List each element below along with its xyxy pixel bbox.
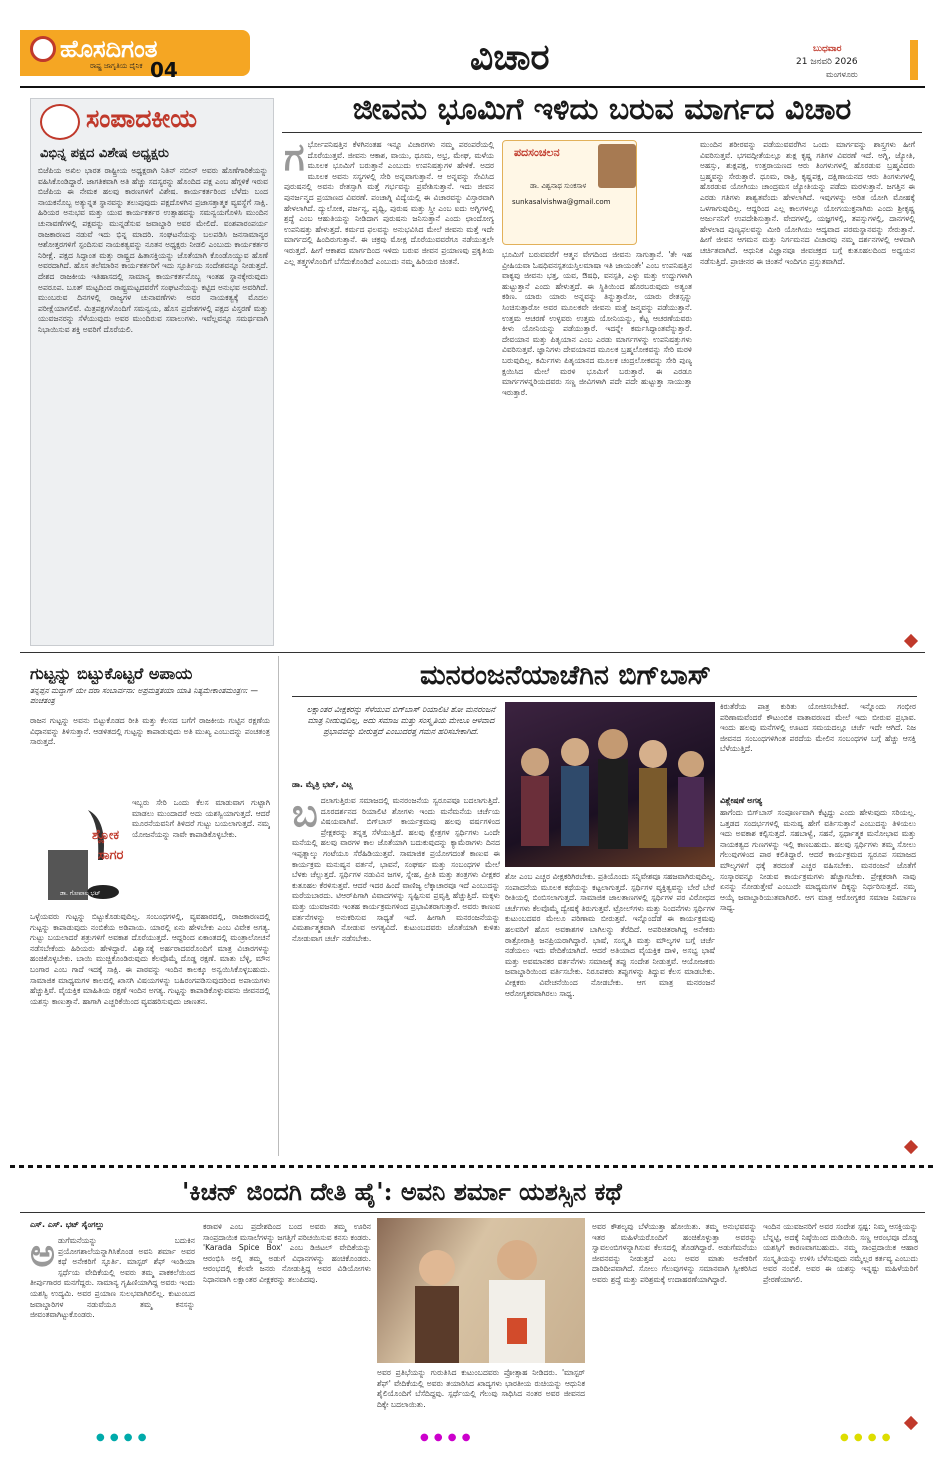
bigboss-body-2: ಶೋ ಎಂಬ ಎಚ್ಚರ ವೀಕ್ಷಕರಿಗಿರಬೇಕು. ಪ್ರತಿಯೊಂದು ಸನ್ನಿವೇಶವೂ ಸಹಜವಾಗಿರುವುದಿಲ್ಲ. ಸಂಪಾದನೆಯ ಮೂಲಕ ಕಥೆಯನ್ನು ಕಟ್ಟಲಾಗುತ್ತದೆ. ಸ್ಪರ್ಧಿಗಳ ವ್ಯಕ್ತಿತ್ವವನ್ನು ಬೇರೆ ಬೇರೆ ರೀತಿಯಲ್ಲಿ ಬಿಂಬಿಸಲಾಗುತ್ತದೆ. ಸಾಮಾಜಿಕ ಜಾಲತಾಣಗಳಲ್ಲಿ ಸ್ಪರ್ಧಿಗಳ ಪರ ವಿರೋಧದ ಚರ್ಚೆಗಳು ಕೆಲವೊಮ್ಮೆ ದ್ವೇಷಕ್ಕೆ ತಿರುಗುತ್ತವೆ. ಟ್ರೋಲ್‌ಗಳು ಮತ್ತು ನಿಂದನೆಗಳು ಸ್ಪರ್ಧಿಗಳ ಕುಟುಂಬದವರ ಮೇಲೂ ಪರಿಣಾಮ ಬೀರುತ್ತವೆ. ಇನ್ನೊಂದೆಡೆ ಈ ಕಾರ್ಯಕ್ರಮವು ಹಲವರಿಗೆ ಹೊಸ ಅವಕಾಶಗಳ ಬಾಗಿಲನ್ನು ತೆರೆದಿದೆ. ಅಪರಿಚಿತರಾಗಿದ್ದ ಅನೇಕರು ರಾತ್ರೋರಾತ್ರಿ ಜನಪ್ರಿಯರಾಗಿದ್ದಾರೆ. ಭಾಷೆ, ಸಂಸ್ಕೃತಿ ಮತ್ತು ಮೌಲ್ಯಗಳ ಬಗ್ಗೆ ಚರ್ಚೆ ನಡೆಯಲು ಇದು ವೇದಿಕೆಯಾಗಿದೆ. ಆದರೆ ಅತಿಯಾದ ವೈಯಕ್ತಿಕ ದಾಳಿ, ಅಸಭ್ಯ ಭಾಷೆ ಮತ್ತು ಅವಮಾನಕರ ವರ್ತನೆಗಳು ಸಮಾಜಕ್ಕೆ ತಪ್ಪು ಸಂದೇಶ ನೀಡುತ್ತವೆ. ಆಯೋಜಕರು ಜವಾಬ್ದಾರಿಯಿಂದ ವರ್ತಿಸಬೇಕು. ನಿರೂಪಕರು ತಪ್ಪುಗಳನ್ನು ತಿದ್ದುವ ಕೆಲಸ ಮಾಡಬೇಕು. ವೀಕ್ಷಕರು ವಿವೇಚನೆಯಿಂದ ನೋಡಬೇಕು. ಆಗ ಮಾತ್ರ ಮನರಂಜನೆ ಆರೋಗ್ಯಕರವಾಗಿರಲು ಸಾಧ್ಯ. (505, 872, 715, 998)
paper-emblem-icon (30, 36, 56, 62)
column-name-1: ಶ್ಲೋಕ (92, 828, 120, 843)
main-dropcap: ಗ (284, 140, 305, 179)
masthead-rule (20, 86, 925, 88)
columnist-name: ಡಾ. ಗೋಪಾಲ ಭಟ್ (60, 890, 101, 897)
section-rule (20, 652, 925, 653)
kitchen-body-col1 (30, 1236, 195, 1426)
kitchen-body-5: ಇಂದಿನ ಯುವಜನರಿಗೆ ಅವರ ಸಂದೇಶ ಸ್ಪಷ್ಟ: ನಿಮ್ಮ ಆಸಕ್ತಿಯನ್ನು ಬೆನ್ನಟ್ಟಿ, ಅದಕ್ಕೆ ನಿಷ್ಠೆಯಿಂದ ದುಡಿಯಿರಿ. ಸಣ್ಣ ಆರಂಭವೂ ದೊಡ್ಡ ಯಶಸ್ಸಿಗೆ ಕಾರಣವಾಗಬಹುದು. ನಮ್ಮ ಸಾಂಪ್ರದಾಯಿಕ ಆಹಾರ ಸಂಸ್ಕೃತಿಯನ್ನು ಉಳಿಸಿ ಬೆಳೆಸುವುದು ನಮ್ಮೆಲ್ಲರ ಕರ್ತವ್ಯ ಎಂಬುದು ಅವರ ನಂಬಿಕೆ. ಅವರ ಈ ಯಶಸ್ಸು ಇನ್ನಷ್ಟು ಮಹಿಳೆಯರಿಗೆ ಪ್ರೇರಣೆಯಾಗಲಿ. (763, 1222, 918, 1284)
kitchen-author: ಎಸ್. ಎಸ್. ಭಟ್ ಸೈಂಗಲ್ಲು (30, 1220, 105, 1229)
section-title: ವಿಚಾರ (470, 36, 550, 78)
kitchen-body-2: ಕರಾವಳಿ ಎಂಬ ಪ್ರದೇಶದಿಂದ ಬಂದ ಅವರು ತಮ್ಮ ಊರಿನ ಸಾಂಪ್ರದಾಯಿಕ ಮಸಾಲೆಗಳನ್ನು ಜಗತ್ತಿಗೆ ಪರಿಚಯಿಸುವ ಕನಸು ಕಂಡರು. 'Karada Spice Box' ಎಂಬ ಡಿಜಿಟಲ್ ವೇದಿಕೆಯನ್ನು ಆರಂಭಿಸಿ ಅಲ್ಲಿ ತಮ್ಮ ಅಡುಗೆ ವಿಧಾನಗಳನ್ನು ಹಂಚಿಕೊಂಡರು. ಆರಂಭದಲ್ಲಿ ಕೆಲವೇ ಜನರು ನೋಡುತ್ತಿದ್ದ ಅವರ ವಿಡಿಯೋಗಳು ನಿಧಾನವಾಗಿ ಲಕ್ಷಾಂತರ ವೀಕ್ಷಕರನ್ನು ತಲುಪಿದವು. (203, 1222, 371, 1284)
kitchen-body-4: ಅವರ ಕೌಶಲ್ಯವು ಬೆಳೆಯುತ್ತಾ ಹೋಯಿತು. ತಮ್ಮ ಅನುಭವವನ್ನು ಇತರ ಮಹಿಳೆಯರೊಂದಿಗೆ ಹಂಚಿಕೊಳ್ಳುತ್ತಾ ಅವರನ್ನು ಸ್ವಾವಲಂಬಿಗಳನ್ನಾಗಿಸುವ ಕೆಲಸದಲ್ಲಿ ತೊಡಗಿದ್ದಾರೆ. ಅಡುಗೆಮನೆಯು ಜೀವನವನ್ನು ನೀಡುತ್ತದೆ ಎಂಬ ಅವರ ಮಾತು ಅನೇಕರಿಗೆ ದಾರಿದೀಪವಾಗಿದೆ. ಸೋಲು ಗೆಲುವುಗಳನ್ನು ಸಮಾನವಾಗಿ ಸ್ವೀಕರಿಸಿದ ಅವರು ಶ್ರದ್ಧೆ ಮತ್ತು ಪರಿಶ್ರಮಕ್ಕೆ ಉದಾಹರಣೆಯಾಗಿದ್ದಾರೆ. (592, 1222, 757, 1284)
kitchen-headline: 'ಕಿಚನ್ ಜಿಂದಗಿ ದೇತಿ ಹೈ': ಅವನಿ ಶರ್ಮಾ ಯಶಸ್ಸಿನ ಕಥೆ (182, 1177, 622, 1206)
bigboss-headline: ಮನರಂಜನೆಯಾಚೆಗಿನ ಬಿಗ್‌ಬಾಸ್ (420, 660, 711, 691)
paper-tagline: ರಾಷ್ಟ್ರ ಜಾಗೃತಿಯ ದೈನಿಕ (90, 62, 143, 70)
side-story-body-3: ಒಳ್ಳೆಯವರು ಗುಟ್ಟನ್ನು ಬಿಟ್ಟುಕೊಡುವುದಿಲ್ಲ. ಸಂಬಂಧಗಳಲ್ಲಿ, ವ್ಯವಹಾರದಲ್ಲಿ, ರಾಜಕಾರಣದಲ್ಲಿ ಗುಟ್ಟನ್ನು ಕಾಪಾಡುವುದು ನಂಬಿಕೆಯ ಅಡಿಪಾಯ. ಯಾರಲ್ಲಿ ಏನು ಹೇಳಬೇಕು ಎಂಬ ವಿವೇಕ ಅಗತ್ಯ. ಗುಟ್ಟು ಬಯಲಾದರೆ ಶತ್ರುಗಳಿಗೆ ಅವಕಾಶ ದೊರೆಯುತ್ತದೆ. ಆದ್ದರಿಂದ ಏಕಾಂತದಲ್ಲಿ ಮಂತ್ರಾಲೋಚನೆ ನಡೆಸಬೇಕೆಂದು ಹಿರಿಯರು ಹೇಳಿದ್ದಾರೆ. ವಿಶ್ವಾಸಕ್ಕೆ ಅರ್ಹರಾದವರೊಂದಿಗೆ ಮಾತ್ರ ವಿಚಾರಗಳನ್ನು ಹಂಚಿಕೊಳ್ಳಬೇಕು. ಬಾಯಿ ಮುಚ್ಚಿಕೊಂಡಿರುವುದು ಕೆಲವೊಮ್ಮೆ ದೊಡ್ಡ ರಕ್ಷಣೆ. ಮಾತು ಬೆಳ್ಳಿ, ಮೌನ ಬಂಗಾರ ಎಂಬ ಗಾದೆ ಇದಕ್ಕೆ ಸಾಕ್ಷಿ. ಈ ಪಾಠವನ್ನು ಇಂದಿನ ಕಾಲಕ್ಕೂ ಅನ್ವಯಿಸಿಕೊಳ್ಳಬಹುದು. ಸಾಮಾಜಿಕ ಮಾಧ್ಯಮಗಳ ಕಾಲದಲ್ಲಿ ಖಾಸಗಿ ವಿಷಯಗಳನ್ನು ಬಹಿರಂಗಪಡಿಸುವುದರಿಂದ ಅಪಾಯಗಳು ಹೆಚ್ಚುತ್ತಿವೆ. ವೈಯಕ್ತಿಕ ಮಾಹಿತಿಯ ರಕ್ಷಣೆ ಇಂದಿನ ಅಗತ್ಯ. ಗುಟ್ಟನ್ನು ಕಾಪಾಡಿಕೊಳ್ಳುವವನು ಜೀವನದಲ್ಲಿ ಯಶಸ್ಸು ಕಾಣುತ್ತಾನೆ. ಹಾಗಾಗಿ ಎಚ್ಚರಿಕೆಯಿಂದ ವ್ಯವಹರಿಸುವುದು ಜಾಣತನ. (30, 912, 270, 1006)
side-story-headline: ಗುಟ್ಟನ್ನು ಬಿಟ್ಟುಕೊಟ್ಟರೆ ಅಪಾಯ (30, 664, 193, 683)
main-body-col1 (284, 140, 494, 640)
bigboss-dek: ಲಕ್ಷಾಂತರ ವೀಕ್ಷಕರನ್ನು ಸೆಳೆಯುವ ಬಿಗ್‌ಬಾಸ್ ರಿಯಾಲಿಟಿ ಶೋ ಮನರಂಜನೆ ಮಾತ್ರ ನೀಡುವುದಿಲ್ಲ, ಅದು ಸಮಾಜ ಮತ್ತು ಸಂಸ್ಕೃತಿಯ ಮೇಲೂ ಆಳವಾದ ಪ್ರಭಾವವನ್ನು ಬೀರುತ್ತದೆ ಎಂಬುದರತ್ತ ಗಮನ ಹರಿಸಬೇಕಾಗಿದೆ. (306, 705, 496, 736)
bigboss-contestants-photo (505, 702, 715, 867)
issue-date: 21 ಜನವರಿ 2026 (796, 57, 858, 67)
kitchen-dropcap: ಅ (30, 1236, 56, 1275)
editorial-title: ವಿಭಿನ್ನ ಪಕ್ಷದ ವಿಶೇಷ ಅಧ್ಯಕ್ಷರು (40, 146, 169, 161)
kitchen-body-3: ಅವರ ಪ್ರತಿಭೆಯನ್ನು ಗುರುತಿಸಿದ ಕುಟುಂಬದವರು ಪ್ರೋತ್ಸಾಹ ನೀಡಿದರು. 'ಮಾಸ್ಟರ್ ಶೆಫ್' ವೇದಿಕೆಯಲ್ಲಿ ಅವರು ತಯಾರಿಸಿದ ಖಾದ್ಯಗಳು ಭಾರತೀಯ ರುಚಿಯನ್ನು ಆಧುನಿಕ ಶೈಲಿಯೊಂದಿಗೆ ಬೆಸೆದಿದ್ದವು. ಸ್ಪರ್ಧೆಯಲ್ಲಿ ಗೆಲುವು ಸಾಧಿಸಿದ ನಂತರ ಅವರ ಜೀವನದ ದಿಕ್ಕೇ ಬದಲಾಯಿತು. (377, 1368, 585, 1409)
bigboss-rule (292, 696, 917, 697)
author-name: ಡಾ. ವಿಶ್ವನಾಥ ಸುಂಕಸಾಳ (530, 182, 587, 190)
print-dots-right: ● ● ● ● (840, 1432, 892, 1443)
kitchen-body-1: ಡುಗೆಮನೆಯನ್ನು ಬದುಕಿನ ಪ್ರಯೋಗಶಾಲೆಯನ್ನಾಗಿಸಿಕೊಂಡ ಅವನಿ ಶರ್ಮಾ ಅವರ ಕಥೆ ಅನೇಕರಿಗೆ ಸ್ಫೂರ್ತಿ. ಮಾಸ್ಟರ್ ಶೆಫ್ ಇಂಡಿಯಾ ಸ್ಪರ್ಧೆಯ ವೇದಿಕೆಯಲ್ಲಿ ಅವರು ತಮ್ಮ ಪಾಕಕಲೆಯಿಂದ ತೀರ್ಪುಗಾರರ ಮನಗೆದ್ದರು. ಸಾಮಾನ್ಯ ಗೃಹಿಣಿಯಾಗಿದ್ದ ಅವರು ಇಂದು ಯಶಸ್ವಿ ಉದ್ಯಮಿ. ಅವರ ಪ್ರಯಾಣ ಸುಲಭವಾಗಿರಲಿಲ್ಲ. ಕುಟುಂಬದ ಜವಾಬ್ದಾರಿಗಳ ನಡುವೆಯೂ ತಮ್ಮ ಕನಸನ್ನು ಜೀವಂತವಾಗಿಟ್ಟುಕೊಂಡರು. (30, 1236, 195, 1320)
side-story-subtitle: ತನ್ನಪ್ಪನ ಮದ್ದಾಗ್ ಯೇ ದರಾ ಸಂಬಾರ್ವನಾ: ಅಪ್ರಮತ್ತತಯಾ ಯಾತಿ ನಿತ್ಯಮೇಕಾಂತಮಂತ್ರಣ: — ಪಂಚತಂತ್ರ (30, 686, 258, 705)
column-name-2: ಸಾಗರ (98, 848, 124, 863)
main-headline: ಜೀವನು ಭೂಮಿಗೆ ಇಳಿದು ಬರುವ ಮಾರ್ಗದ ವಿಚಾರ (352, 92, 852, 127)
print-dots-center: ● ● ● ● (420, 1432, 472, 1443)
bigboss-body-4: ಹಾಗೆಂದು ಬಿಗ್‌ಬಾಸ್ ಸಂಪೂರ್ಣವಾಗಿ ಕೆಟ್ಟದ್ದು ಎಂದು ಹೇಳುವುದು ಸರಿಯಲ್ಲ. ಒತ್ತಡದ ಸಂದರ್ಭಗಳಲ್ಲಿ ಮನುಷ್ಯ ಹೇಗೆ ವರ್ತಿಸುತ್ತಾನೆ ಎಂಬುದನ್ನು ತಿಳಿಯಲು ಇದು ಅವಕಾಶ ಕಲ್ಪಿಸುತ್ತದೆ. ಸಹಬಾಳ್ವೆ, ಸಹನೆ, ಸ್ಪರ್ಧಾತ್ಮಕ ಮನೋಭಾವ ಮತ್ತು ನಾಯಕತ್ವದ ಗುಣಗಳನ್ನು ಇಲ್ಲಿ ಕಾಣಬಹುದು. ಹಲವು ಸ್ಪರ್ಧಿಗಳು ತಮ್ಮ ಸೋಲು ಗೆಲುವುಗಳಿಂದ ಪಾಠ ಕಲಿತಿದ್ದಾರೆ. ಆದರೆ ಕಾರ್ಯಕ್ರಮದ ಸ್ವರೂಪ ಸಮಾಜದ ಮೌಲ್ಯಗಳಿಗೆ ಧಕ್ಕೆ ತರದಂತೆ ಎಚ್ಚರ ವಹಿಸಬೇಕು. ಮನರಂಜನೆ ಜೊತೆಗೆ ಸಂಸ್ಕಾರವನ್ನೂ ನೀಡುವ ಕಾರ್ಯಕ್ರಮಗಳು ಹೆಚ್ಚಾಗಬೇಕು. ಪ್ರೇಕ್ಷಕರಾಗಿ ನಾವು ಏನನ್ನು ನೋಡುತ್ತೇವೆ ಎಂಬುದೇ ಮಾಧ್ಯಮಗಳ ದಿಕ್ಕನ್ನು ನಿರ್ಧರಿಸುತ್ತದೆ. ನಮ್ಮ ಆಯ್ಕೆ ಜವಾಬ್ದಾರಿಯುತವಾಗಿರಲಿ. ಆಗ ಮಾತ್ರ ಆರೋಗ್ಯಕರ ಸಮಾಜ ನಿರ್ಮಾಣ ಸಾಧ್ಯ. (720, 808, 916, 913)
chef-figures (377, 1218, 585, 1363)
author-photo (598, 144, 636, 188)
column-rule (278, 656, 279, 1156)
masthead-accent-bar (910, 40, 918, 80)
issue-day: ಬುಧವಾರ (813, 44, 842, 54)
bigboss-body-1: ದಲಾಗುತ್ತಿರುವ ಸಮಾಜದಲ್ಲಿ ಮನರಂಜನೆಯ ಸ್ವರೂಪವೂ ಬದಲಾಗುತ್ತಿದೆ. ದೂರದರ್ಶನದ ರಿಯಾಲಿಟಿ ಶೋಗಳು ಇಂದು ಮನೆಮನೆಯ ಚರ್ಚೆಯ ವಿಷಯವಾಗಿವೆ. ಬಿಗ್‌ಬಾಸ್ ಕಾರ್ಯಕ್ರಮವು ಹಲವು ವರ್ಷಗಳಿಂದ ಪ್ರೇಕ್ಷಕರನ್ನು ತನ್ನತ್ತ ಸೆಳೆಯುತ್ತಿದೆ. ಹಲವು ಕ್ಷೇತ್ರಗಳ ಸ್ಪರ್ಧಿಗಳು ಒಂದೇ ಮನೆಯಲ್ಲಿ ಹಲವು ವಾರಗಳ ಕಾಲ ಜೊತೆಯಾಗಿ ಬದುಕುವುದನ್ನು ಕ್ಯಾಮೆರಾಗಳು ದಿನದ ಇಪ್ಪತ್ನಾಲ್ಕು ಗಂಟೆಯೂ ಸೆರೆಹಿಡಿಯುತ್ತವೆ. ಸಾಮಾಜಿಕ ಪ್ರಯೋಗದಂತೆ ಕಾಣುವ ಈ ಕಾರ್ಯಕ್ರಮ ಮನುಷ್ಯನ ವರ್ತನೆ, ಭಾವನೆ, ಸಂಘರ್ಷ ಮತ್ತು ಸಂಬಂಧಗಳ ಮೇಲೆ ಬೆಳಕು ಚೆಲ್ಲುತ್ತದೆ. ಸ್ಪರ್ಧಿಗಳ ನಡುವಿನ ಜಗಳ, ಸ್ನೇಹ, ಪ್ರೀತಿ ಮತ್ತು ತಂತ್ರಗಳು ವೀಕ್ಷಕರ ಕುತೂಹಲ ಕೆರಳಿಸುತ್ತವೆ. ಆದರೆ ಇದರ ಹಿಂದೆ ವಾಣಿಜ್ಯ ಲೆಕ್ಕಾಚಾರವೂ ಇದೆ ಎಂಬುದನ್ನು ಮರೆಯಬಾರದು. ಟಿಆರ್‌ಪಿಗಾಗಿ ವಿವಾದಗಳನ್ನು ಸೃಷ್ಟಿಸುವ ಪ್ರವೃತ್ತಿ ಹೆಚ್ಚುತ್ತಿದೆ. ಮಕ್ಕಳು ಮತ್ತು ಯುವಜನರು ಇಂತಹ ಕಾರ್ಯಕ್ರಮಗಳಿಂದ ಪ್ರಭಾವಿತರಾಗುತ್ತಾರೆ. ಅವರು ಕಾಣುವ ವರ್ತನೆಗಳನ್ನು ಅನುಕರಿಸುವ ಸಾಧ್ಯತೆ ಇದೆ. ಹೀಗಾಗಿ ಮನರಂಜನೆಯನ್ನು ವಿಮರ್ಶಾತ್ಮಕವಾಗಿ ನೋಡುವ ಅಗತ್ಯವಿದೆ. ಕುಟುಂಬದವರು ಜೊತೆಯಾಗಿ ಕುಳಿತು ನೋಡುವಾಗ ಚರ್ಚೆ ನಡೆಸಬೇಕು. (292, 796, 500, 943)
side-story-body-1: ರಾಜನ ಗುಟ್ಟನ್ನು ಅವನು ಬಿಟ್ಟುಕೊಡದ ರೀತಿ ಮತ್ತು ಕೆಲಸದ ಬಗೆಗೆ ರಾಜಕೀಯ ಗುಟ್ಟಿನ ರಕ್ಷಣೆಯ ವಿಧಾನವನ್ನು ತಿಳಿಸುತ್ತಾನೆ. ಆಡಳಿತದಲ್ಲಿ ಗುಟ್ಟನ್ನು ಕಾಪಾಡುವುದು ಅತಿ ಮುಖ್ಯ ಎಂಬುದನ್ನು ಪಂಚತಂತ್ರ ಸಾರುತ್ತದೆ. (30, 716, 270, 747)
editorial-label: ಸಂಪಾದಕೀಯ (86, 104, 198, 133)
side-story-body-2: ಇಬ್ಬರು ಸೇರಿ ಒಂದು ಕೆಲಸ ಮಾಡುವಾಗ ಗುಟ್ಟಾಗಿ ಮಾಡಲು ಮುಂದಾದರೆ ಅದು ಯಶಸ್ವಿಯಾಗುತ್ತದೆ. ಆದರೆ ಮೂರನೆಯವನಿಗೆ ತಿಳಿದರೆ ಗುಟ್ಟು ಬಯಲಾಗುತ್ತದೆ. ನಮ್ಮ ಯೋಜನೆಯನ್ನು ನಾವೇ ಕಾಪಾಡಿಕೊಳ್ಳಬೇಕು. (132, 798, 270, 839)
issue-city: ಮಂಗಳೂರು (826, 70, 858, 79)
print-dots-left: ● ● ● ● (96, 1432, 148, 1443)
bigboss-author: ಡಾ. ಮೈತ್ರಿ ಭಟ್, ವಿಟ್ಲ (292, 780, 353, 789)
column-label: ಪದಸಂಚಲನ (514, 146, 560, 159)
main-headline-rule (282, 132, 922, 133)
page-number: 04 (150, 58, 178, 82)
editorial-emblem-icon (40, 104, 80, 140)
bigboss-body-col1 (292, 796, 500, 1148)
bigboss-dropcap: ಬ (292, 796, 318, 835)
kitchen-photo (377, 1218, 585, 1363)
paper-name: ಹೊಸದಿಗಂತ (60, 34, 158, 63)
kitchen-rule (20, 1212, 925, 1213)
color-strip (10, 1165, 935, 1168)
main-body-3: ಮುಂದಿನ ಶರೀರವನ್ನು ಪಡೆಯುವವರೆಗಿನ ಒಂದು ಮಾರ್ಗವನ್ನು ಶಾಸ್ತ್ರಗಳು ಹೀಗೆ ವಿವರಿಸುತ್ತವೆ. ಭಗವದ್ಗೀತೆಯಲ್ಲೂ ಶುಕ್ಲ ಕೃಷ್ಣ ಗತಿಗಳ ವಿವರಣೆ ಇದೆ. ಅಗ್ನಿ, ಜ್ಯೋತಿ, ಅಹಸ್ಸು, ಶುಕ್ಲಪಕ್ಷ, ಉತ್ತರಾಯಣದ ಆರು ತಿಂಗಳುಗಳಲ್ಲಿ ಹೊರಡುವ ಬ್ರಹ್ಮವಿದರು ಬ್ರಹ್ಮವನ್ನು ಸೇರುತ್ತಾರೆ. ಧೂಮ, ರಾತ್ರಿ, ಕೃಷ್ಣಪಕ್ಷ, ದಕ್ಷಿಣಾಯನದ ಆರು ತಿಂಗಳುಗಳಲ್ಲಿ ಹೊರಡುವ ಯೋಗಿಯು ಚಾಂದ್ರಮಸ ಜ್ಯೋತಿಯನ್ನು ಪಡೆದು ಮರಳುತ್ತಾನೆ. ಜಗತ್ತಿನ ಈ ಎರಡು ಗತಿಗಳು ಶಾಶ್ವತವೆಂದು ಹೇಳಲಾಗಿದೆ. ಇವುಗಳನ್ನು ಅರಿತ ಯೋಗಿ ಮೋಹಕ್ಕೆ ಒಳಗಾಗುವುದಿಲ್ಲ. ಆದ್ದರಿಂದ ಎಲ್ಲ ಕಾಲಗಳಲ್ಲೂ ಯೋಗಯುಕ್ತನಾಗಿರು ಎಂದು ಶ್ರೀಕೃಷ್ಣ ಅರ್ಜುನನಿಗೆ ಉಪದೇಶಿಸುತ್ತಾನೆ. ವೇದಗಳಲ್ಲಿ, ಯಜ್ಞಗಳಲ್ಲಿ, ತಪಸ್ಸುಗಳಲ್ಲಿ, ದಾನಗಳಲ್ಲಿ ಹೇಳಲಾದ ಪುಣ್ಯಫಲವನ್ನು ಮೀರಿ ಯೋಗಿಯು ಆದ್ಯವಾದ ಪರಮಸ್ಥಾನವನ್ನು ಸೇರುತ್ತಾನೆ. ಹೀಗೆ ಜೀವನ ಆಗಮನ ಮತ್ತು ನಿರ್ಗಮನದ ವಿಚಾರವು ನಮ್ಮ ದರ್ಶನಗಳಲ್ಲಿ ಆಳವಾಗಿ ಚರ್ಚಿತವಾಗಿದೆ. ಆಧುನಿಕ ವಿಜ್ಞಾನವೂ ಜೀವಚಕ್ರದ ಬಗ್ಗೆ ಕುತೂಹಲದಿಂದ ಅಧ್ಯಯನ ನಡೆಸುತ್ತಿದೆ. ಪ್ರಾಚೀನರ ಈ ಚಿಂತನೆ ಇಂದಿಗೂ ಪ್ರಸ್ತುತವಾಗಿದೆ. (700, 140, 915, 266)
main-body-1: ರ್ಭೋಪನಿಷತ್ತಿನ ಕೆಳಗಿನಂತಹ ಇನ್ನೂ ವಿಚಾರಗಳು ನಮ್ಮ ಪರಂಪರೆಯಲ್ಲಿ ದೊರೆಯುತ್ತವೆ. ಜೀವನು ಆಕಾಶ, ವಾಯು, ಧೂಮ, ಅಭ್ರ, ಮೇಘ, ಮಳೆಯ ಮೂಲಕ ಭೂಮಿಗೆ ಬರುತ್ತಾನೆ ಎಂಬುದು ಉಪನಿಷತ್ತುಗಳ ಹೇಳಿಕೆ. ಅದರ ಮೂಲಕ ಅವನು ಸಸ್ಯಗಳಲ್ಲಿ ಸೇರಿ ಅನ್ನವಾಗುತ್ತಾನೆ. ಆ ಅನ್ನವನ್ನು ಸೇವಿಸಿದ ಪುರುಷನಲ್ಲಿ ಅವನು ರೇತಸ್ಸಾಗಿ ಮತ್ತೆ ಗರ್ಭವನ್ನು ಪ್ರವೇಶಿಸುತ್ತಾನೆ. ಇದು ಜೀವನ ಪುನರ್ಜನ್ಮದ ಪ್ರಯಾಣದ ವಿವರಣೆ. ಪಂಚಾಗ್ನಿ ವಿದ್ಯೆಯಲ್ಲಿ ಈ ವಿಚಾರವನ್ನು ವಿಸ್ತಾರವಾಗಿ ಹೇಳಲಾಗಿದೆ. ದ್ಯುಲೋಕ, ಪರ್ಜನ್ಯ, ಪೃಥ್ವಿ, ಪುರುಷ ಮತ್ತು ಸ್ತ್ರೀ ಎಂಬ ಐದು ಅಗ್ನಿಗಳಲ್ಲಿ ಶ್ರದ್ಧೆ ಎಂಬ ಆಹುತಿಯನ್ನು ನೀಡಿದಾಗ ಪುರುಷನು ಜನಿಸುತ್ತಾನೆ ಎಂದು ಛಾಂದೋಗ್ಯ ಉಪನಿಷತ್ತು ಹೇಳುತ್ತದೆ. ಕರ್ಮದ ಫಲವನ್ನು ಅನುಭವಿಸಿದ ಮೇಲೆ ಜೀವನು ಮತ್ತೆ ಇದೇ ಮಾರ್ಗದಲ್ಲಿ ಹಿಂದಿರುಗುತ್ತಾನೆ. ಈ ಚಕ್ರವು ಮೋಕ್ಷ ದೊರೆಯುವವರೆಗೂ ನಡೆಯುತ್ತಲೇ ಇರುತ್ತದೆ. ಹೀಗೆ ಆಕಾಶದ ಮಾರ್ಗದಿಂದ ಇಳಿದು ಬರುವ ಜೀವನ ಪ್ರಯಾಣವು ಪ್ರಕೃತಿಯ ಎಲ್ಲ ತತ್ತ್ವಗಳೊಂದಿಗೆ ಬೆಸೆದುಕೊಂಡಿದೆ ಎಂಬುದು ನಮ್ಮ ಹಿರಿಯರ ಚಿಂತನೆ. (284, 140, 494, 266)
main-body-2: ಭೂಮಿಗೆ ಬರುವವರೆಗೆ ಆತ್ಮನ ವೇಗದಿಂದ ಜೀವನು ಸಾಗುತ್ತಾನೆ. 'ತೇ ಇಹ ವ್ರೀಹಿಯವಾ ಓಷಧಿವನಸ್ಪತಯಸ್ತಿಲಮಾಷಾ ಇತಿ ಜಾಯಂತೇ' ಎಂಬ ಉಪನಿಷತ್ತಿನ ವಾಕ್ಯವು ಜೀವನು ಭತ್ತ, ಯವ, ಔಷಧಿ, ವನಸ್ಪತಿ, ಎಳ್ಳು ಮತ್ತು ಉದ್ದುಗಳಾಗಿ ಹುಟ್ಟುತ್ತಾನೆ ಎಂದು ಹೇಳುತ್ತದೆ. ಈ ಸ್ಥಿತಿಯಿಂದ ಹೊರಬರುವುದು ಅತ್ಯಂತ ಕಠಿಣ. ಯಾರು ಯಾರು ಅನ್ನವನ್ನು ತಿನ್ನುತ್ತಾರೋ, ಯಾರು ರೇತಸ್ಸನ್ನು ಸಿಂಚಿಸುತ್ತಾರೋ ಅವರ ಮೂಲಕವೇ ಜೀವನು ಮತ್ತೆ ಜನ್ಮವನ್ನು ಪಡೆಯುತ್ತಾನೆ. ಉತ್ತಮ ಆಚರಣೆ ಉಳ್ಳವರು ಉತ್ತಮ ಯೋನಿಯನ್ನು, ಕೆಟ್ಟ ಆಚರಣೆಯವರು ಕೀಳು ಯೋನಿಯನ್ನು ಪಡೆಯುತ್ತಾರೆ. ಇದನ್ನೇ ಕರ್ಮಸಿದ್ಧಾಂತವೆನ್ನುತ್ತಾರೆ. ದೇವಯಾನ ಮತ್ತು ಪಿತೃಯಾನ ಎಂಬ ಎರಡು ಮಾರ್ಗಗಳನ್ನು ಉಪನಿಷತ್ತುಗಳು ವಿವರಿಸುತ್ತವೆ. ಜ್ಞಾನಿಗಳು ದೇವಯಾನದ ಮೂಲಕ ಬ್ರಹ್ಮಲೋಕವನ್ನು ಸೇರಿ ಮರಳಿ ಬರುವುದಿಲ್ಲ. ಕರ್ಮಿಗಳು ಪಿತೃಯಾನದ ಮೂಲಕ ಚಂದ್ರಲೋಕವನ್ನು ಸೇರಿ ಪುಣ್ಯ ಕ್ಷಯಿಸಿದ ಮೇಲೆ ಮರಳಿ ಭೂಮಿಗೆ ಬರುತ್ತಾರೆ. ಈ ಎರಡೂ ಮಾರ್ಗಗಳನ್ನರಿಯದವರು ಸಣ್ಣ ಜೀವಿಗಳಾಗಿ ಪದೇ ಪದೇ ಹುಟ್ಟುತ್ತಾ ಸಾಯುತ್ತಾ ಇರುತ್ತಾರೆ. (502, 250, 692, 397)
editorial-body: ಬಿಜೆಪಿಯ ಅಖಿಲ ಭಾರತ ರಾಷ್ಟ್ರೀಯ ಅಧ್ಯಕ್ಷರಾಗಿ ನಿತಿನ್ ನಬೀನ್ ಅವರು ಹೊಣೆಗಾರಿಕೆಯನ್ನು ವಹಿಸಿಕೊಂಡಿದ್ದಾರೆ. ಜಾಗತಿಕವಾಗಿ ಅತಿ ಹೆಚ್ಚು ಸದಸ್ಯರನ್ನು ಹೊಂದಿದ ಪಕ್ಷ ಎಂಬ ಹೆಗ್ಗಳಿಕೆ ಇರುವ ಬಿಜೆಪಿಯ ಈ ನೇಮಕ ಹಲವು ಕಾರಣಗಳಿಗೆ ವಿಶೇಷ. ಕಾರ್ಯಕರ್ತರಿಂದ ಬೆಳೆದು ಬಂದ ನಾಯಕನೊಬ್ಬ ಅತ್ಯುನ್ನತ ಸ್ಥಾನವನ್ನು ತಲುಪುವುದು ಪಕ್ಷದೊಳಗಿನ ಪ್ರಜಾಸತ್ತಾತ್ಮಕ ವ್ಯವಸ್ಥೆಗೆ ಸಾಕ್ಷಿ. ಹಿರಿಯರ ಅನುಭವ ಮತ್ತು ಯುವ ಕಾರ್ಯಕರ್ತರ ಉತ್ಸಾಹವನ್ನು ಸಮನ್ವಯಗೊಳಿಸಿ ಮುಂದಿನ ಚುನಾವಣೆಗಳಲ್ಲಿ ಪಕ್ಷವನ್ನು ಮುನ್ನಡೆಸುವ ಜವಾಬ್ದಾರಿ ಅವರ ಮೇಲಿದೆ. ವಂಶಪಾರಂಪರ್ಯ ರಾಜಕಾರಣದ ನಡುವೆ ಇದು ಭಿನ್ನ ಮಾದರಿ. ಸಂಘಟನೆಯನ್ನು ಬಲಪಡಿಸಿ ಜನಸಾಮಾನ್ಯರ ಆಶೋತ್ತರಗಳಿಗೆ ಸ್ಪಂದಿಸುವ ನಾಯಕತ್ವವನ್ನು ನೂತನ ಅಧ್ಯಕ್ಷರು ನೀಡಲಿ ಎಂಬುದು ಕಾರ್ಯಕರ್ತರ ನಿರೀಕ್ಷೆ. ಪಕ್ಷದ ಸಿದ್ಧಾಂತ ಮತ್ತು ರಾಷ್ಟ್ರದ ಹಿತಾಸಕ್ತಿಯನ್ನು ಜೊತೆಯಾಗಿ ಕೊಂಡೊಯ್ಯುವ ಹೊಣೆ ಅವರದಾಗಿದೆ. ಹೊಸ ತಲೆಮಾರಿನ ಕಾರ್ಯಕರ್ತರಿಗೆ ಇದು ಸ್ಫೂರ್ತಿಯ ಸಂದೇಶವನ್ನೂ ನೀಡುತ್ತದೆ. ದೇಶದ ರಾಜಕೀಯ ಇತಿಹಾಸದಲ್ಲಿ ಸಾಮಾನ್ಯ ಕಾರ್ಯಕರ್ತನೊಬ್ಬ ಇಂತಹ ಸ್ಥಾನಕ್ಕೇರುವುದು ಅಪರೂಪ. ಬೂತ್ ಮಟ್ಟದಿಂದ ರಾಷ್ಟ್ರಮಟ್ಟದವರೆಗೆ ಸಂಘಟನೆಯನ್ನು ಕಟ್ಟಿದ ಅನುಭವ ಅವರಿಗಿದೆ. ಮುಂಬರುವ ದಿನಗಳಲ್ಲಿ ರಾಜ್ಯಗಳ ಚುನಾವಣೆಗಳು ಅವರ ನಾಯಕತ್ವಕ್ಕೆ ಮೊದಲ ಪರೀಕ್ಷೆಯಾಗಲಿವೆ. ಮಿತ್ರಪಕ್ಷಗಳೊಂದಿಗೆ ಸಮನ್ವಯ, ಹೊಸ ಪ್ರದೇಶಗಳಲ್ಲಿ ಪಕ್ಷದ ವಿಸ್ತರಣೆ ಮತ್ತು ಯುವಜನರನ್ನು ಸೆಳೆಯುವುದು ಅವರ ಮುಂದಿರುವ ಸವಾಲುಗಳು. ಇವೆಲ್ಲವನ್ನೂ ಸಮರ್ಥವಾಗಿ ನಿಭಾಯಿಸುವ ಶಕ್ತಿ ಅವರಿಗೆ ದೊರೆಯಲಿ. (38, 166, 268, 334)
bigboss-subhead: ವಿಶ್ಲೇಷಣೆ ಅಗತ್ಯ (720, 796, 763, 805)
author-email: sunkasalvishwa@gmail.com (512, 198, 611, 206)
contestants-figures (505, 702, 715, 867)
bigboss-body-3: ಕಿರುತೆರೆಯ ಪಾತ್ರ ಕುರಿತು ಯೋಚಿಸಬೇಕಿದೆ. ಇನ್ನೊಂದು ಗಂಭೀರ ಪರಿಣಾಮವೆಂದರೆ ಕೌಟುಂಬಿಕ ವಾತಾವರಣದ ಮೇಲೆ ಇದು ಬೀರುವ ಪ್ರಭಾವ. ಇಂದು ಹಲವು ಮನೆಗಳಲ್ಲಿ ಊಟದ ಸಮಯದಲ್ಲೂ ಚರ್ಚೆ ಇದೇ ಆಗಿದೆ. ನಿಜ ಜೀವನದ ಸಂಬಂಧಗಳಿಗಿಂತ ಪರದೆಯ ಮೇಲಿನ ಸಂಬಂಧಗಳ ಬಗ್ಗೆ ಹೆಚ್ಚು ಆಸಕ್ತಿ ಬೆಳೆಯುತ್ತಿದೆ. (720, 702, 916, 754)
